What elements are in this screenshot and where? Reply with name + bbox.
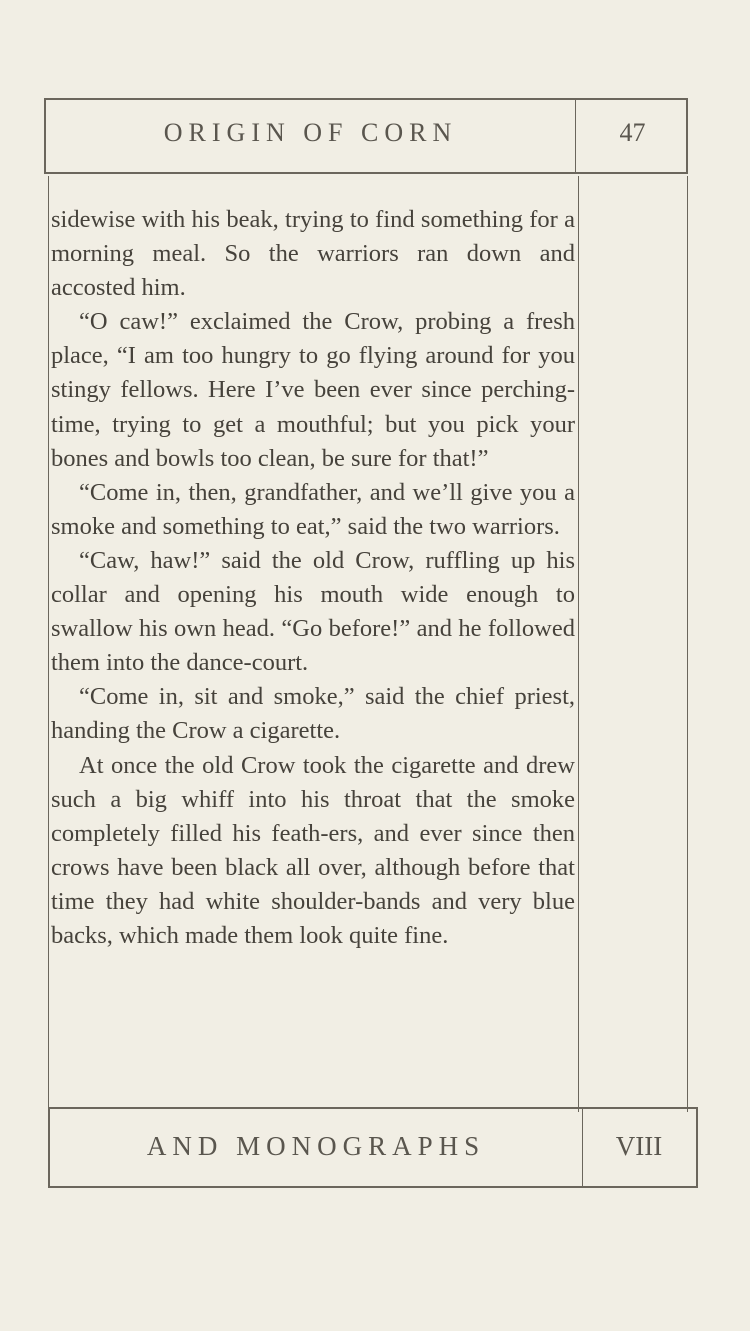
page-frame (44, 98, 689, 1188)
column-divider (578, 176, 579, 1112)
left-rule (48, 176, 49, 1112)
footer-series: AND MONOGRAPHS (146, 1131, 486, 1161)
running-header (44, 98, 688, 174)
paragraph-4: “Caw, haw!” said the old Crow, ruffling up his collar and opening his mouth wide enough to swallow his own head. “Go before!” and he followed them into the dance-court. (51, 546, 575, 677)
paragraph-6: At once the old Crow took the cigarette and drew such a big whiff into his throat that the smoke completely filled his feath-ers, and ever since then crows have been black all over, although before that time they had white shoulder-bands and very blue backs, which made them look quite fine. (51, 751, 575, 949)
footer-volume: VIII (615, 1131, 663, 1161)
page-number: 47 (619, 118, 646, 147)
paragraph-5: “Come in, sit and smoke,” said the chief priest, handing the Crow a cigarette. (51, 683, 575, 745)
paragraph-1: sidewise with his beak, trying to find something for a morning meal. So the warriors ran down and accosted him. (51, 206, 575, 302)
body-text (51, 203, 575, 953)
paragraph-2: “O caw!” exclaimed the Crow, probing a fresh place, “I am too hungry to go flying around for you stingy fellows. Here I’ve been ever since perching-time, trying to get a mouthful; but you pick your bones and bowls too clean, be sure for that!” (51, 308, 575, 472)
running-footer (48, 1107, 698, 1188)
right-rule (687, 176, 688, 1112)
paragraph-3: “Come in, then, grandfather, and we’ll give you a smoke and something to eat,” said the two warriors. (51, 478, 575, 540)
header-title: ORIGIN OF CORN (163, 118, 458, 147)
